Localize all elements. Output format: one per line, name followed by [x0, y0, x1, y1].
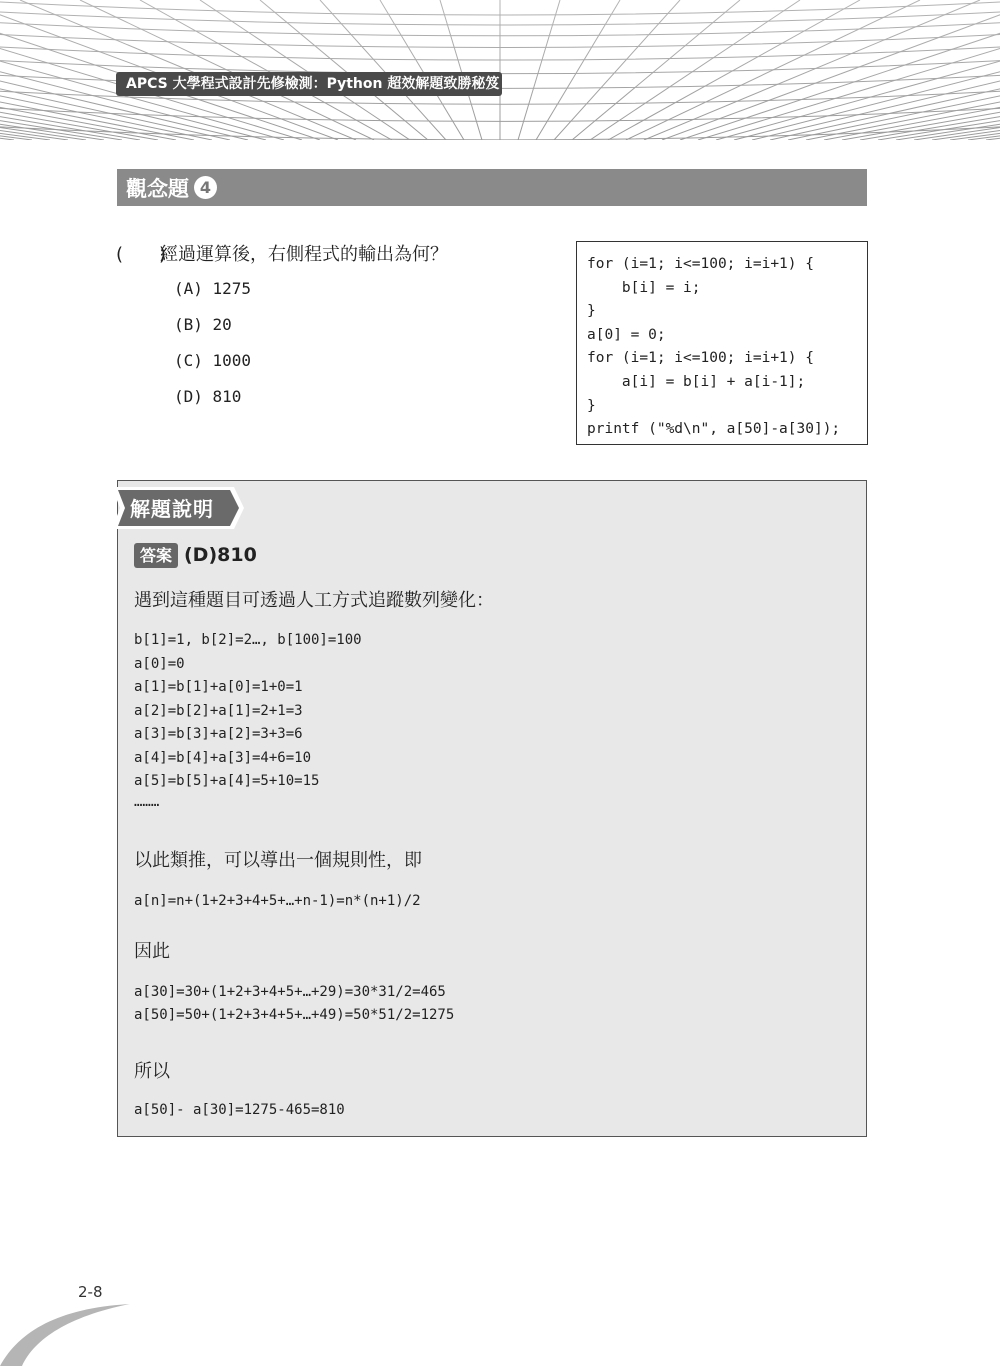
code-line: printf ("%d\n", a[50]-a[30]); [587, 421, 841, 438]
trace-line: a[1]=b[1]+a[0]=1+0=1 [134, 679, 303, 695]
final-result: a[50]- a[30]=1275-465=810 [134, 1102, 345, 1118]
trace-line: a[2]=b[2]+a[1]=2+1=3 [134, 703, 303, 719]
general-formula: a[n]=n+(1+2+3+4+5+…+n-1)=n*(n+1)/2 [134, 893, 421, 909]
code-line: b[i] = i; [587, 279, 701, 296]
header-grid-decoration [0, 0, 1000, 140]
trace-line: b[1]=1, b[2]=2…, b[100]=100 [134, 632, 362, 648]
so-text: 所以 [134, 1061, 170, 1082]
option-a: (A) 1275 [174, 279, 252, 298]
trace-line: a[0]=0 [134, 656, 185, 672]
section-number-badge: 4 [194, 176, 217, 199]
answer-label-badge: 答案 [134, 543, 178, 568]
code-line: } [587, 303, 596, 320]
option-d: (D) 810 [174, 387, 242, 406]
code-line: for (i=1; i<=100; i=i+1) { [587, 256, 814, 272]
code-line: a[i] = b[i] + a[i-1]; [587, 373, 806, 390]
option-b: (B) 20 [174, 315, 232, 334]
inference-text: 以此類推，可以導出一個規則性，即 [134, 850, 422, 871]
solution-tag: 解題說明 [130, 497, 214, 521]
code-box [576, 241, 868, 445]
code-line: for (i=1; i<=100; i=i+1) { [587, 350, 814, 367]
section-title: 觀念題 [126, 176, 189, 201]
solution-box [117, 480, 867, 1137]
question-text: 經過運算後，右側程式的輸出為何？ [160, 244, 448, 265]
page-number: 2-8 [78, 1283, 103, 1301]
calc-line: a[30]=30+(1+2+3+4+5+…+29)=30*31/2=465 [134, 984, 446, 1000]
trace-line: a[3]=b[3]+a[2]=3+3=6 [134, 726, 303, 742]
trace-line: a[5]=b[5]+a[4]=5+10=15 [134, 773, 320, 789]
code-line: } [587, 397, 596, 414]
trace-line: a[4]=b[4]+a[3]=4+6=10 [134, 750, 312, 766]
section-header [117, 169, 867, 206]
answer-blank: ( ) [116, 244, 167, 265]
therefore-text: 因此 [134, 941, 170, 962]
trace-ellipsis: ……… [134, 794, 160, 810]
option-c: (C) 1000 [174, 351, 252, 370]
footer-swoosh-decoration [0, 1290, 130, 1366]
book-title-tag: APCS 大學程式設計先修檢測：Python 超效解題致勝秘笈 [116, 72, 502, 96]
code-line: a[0] = 0; [587, 326, 666, 343]
solution-intro: 遇到這種題目可透過人工方式追蹤數列變化： [134, 590, 494, 611]
answer-value: (D)810 [184, 544, 257, 566]
calc-line: a[50]=50+(1+2+3+4+5+…+49)=50*51/2=1275 [134, 1007, 455, 1023]
